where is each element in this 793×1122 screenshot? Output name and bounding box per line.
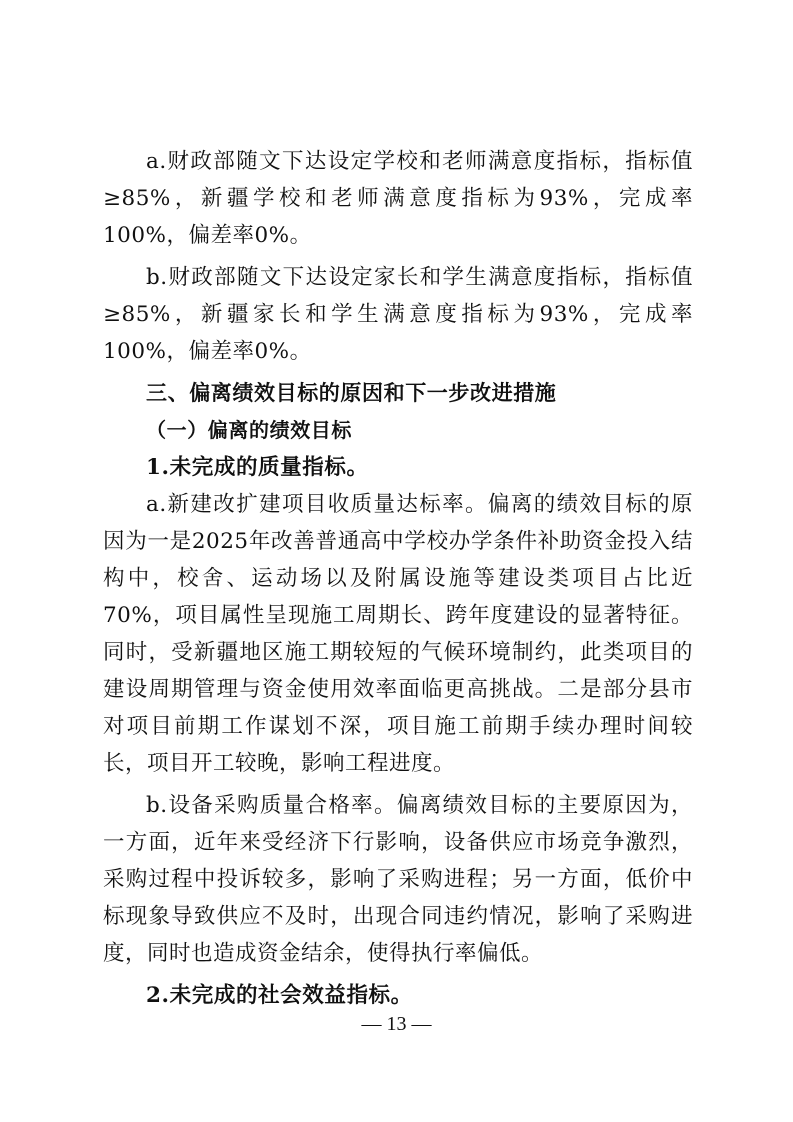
- paragraph-equipment-procurement: b.设备采购质量合格率。偏离绩效目标的主要原因为，一方面，近年来受经济下行影响，设备供应市场竞争激烈，采购过程中投诉较多，影响了采购进程；另一方面，低价中标现象导致供应不及时，出现合同违约情况，影响了采购进度，同时也造成资金结余，使得执行率偏低。: [103, 793, 693, 966]
- item-two-heading: 2.未完成的社会效益指标。: [146, 983, 413, 1008]
- item-one-heading: 1.未完成的质量指标。: [146, 455, 369, 480]
- paragraph-construction-quality: a.新建改扩建项目收质量达标率。偏离的绩效目标的原因为一是2025年改善普通高中学校办学条件补助资金投入结构中，校舍、运动场以及附属设施等建设类项目占比近70%，项目属性呈现施工周期长、跨年度建设的显著特征。同时，受新疆地区施工期较短的气候环境制约，此类项目的建设周期管理与资金使用效率面临更高挑战。二是部分县市对项目前期工作谋划不深，项目施工前期手续办理时间较长，项目开工较晚，影响工程进度。: [103, 492, 693, 776]
- subsection-one-heading: （一）偏离的绩效目标: [146, 418, 352, 442]
- section-three-heading: 三、偏离绩效目标的原因和下一步改进措施: [146, 381, 557, 405]
- paragraph-parent-satisfaction: b.财政部随文下达设定家长和学生满意度指标，指标值≥85%，新疆家长和学生满意度指标为93%，完成率100%，偏差率0%。: [103, 265, 693, 364]
- document-body: [103, 143, 693, 1014]
- paragraph-teacher-satisfaction: a.财政部随文下达设定学校和老师满意度指标，指标值≥85%，新疆学校和老师满意度指标为93%，完成率100%，偏差率0%。: [103, 149, 693, 248]
- page-number: — 13 —: [361, 1013, 432, 1035]
